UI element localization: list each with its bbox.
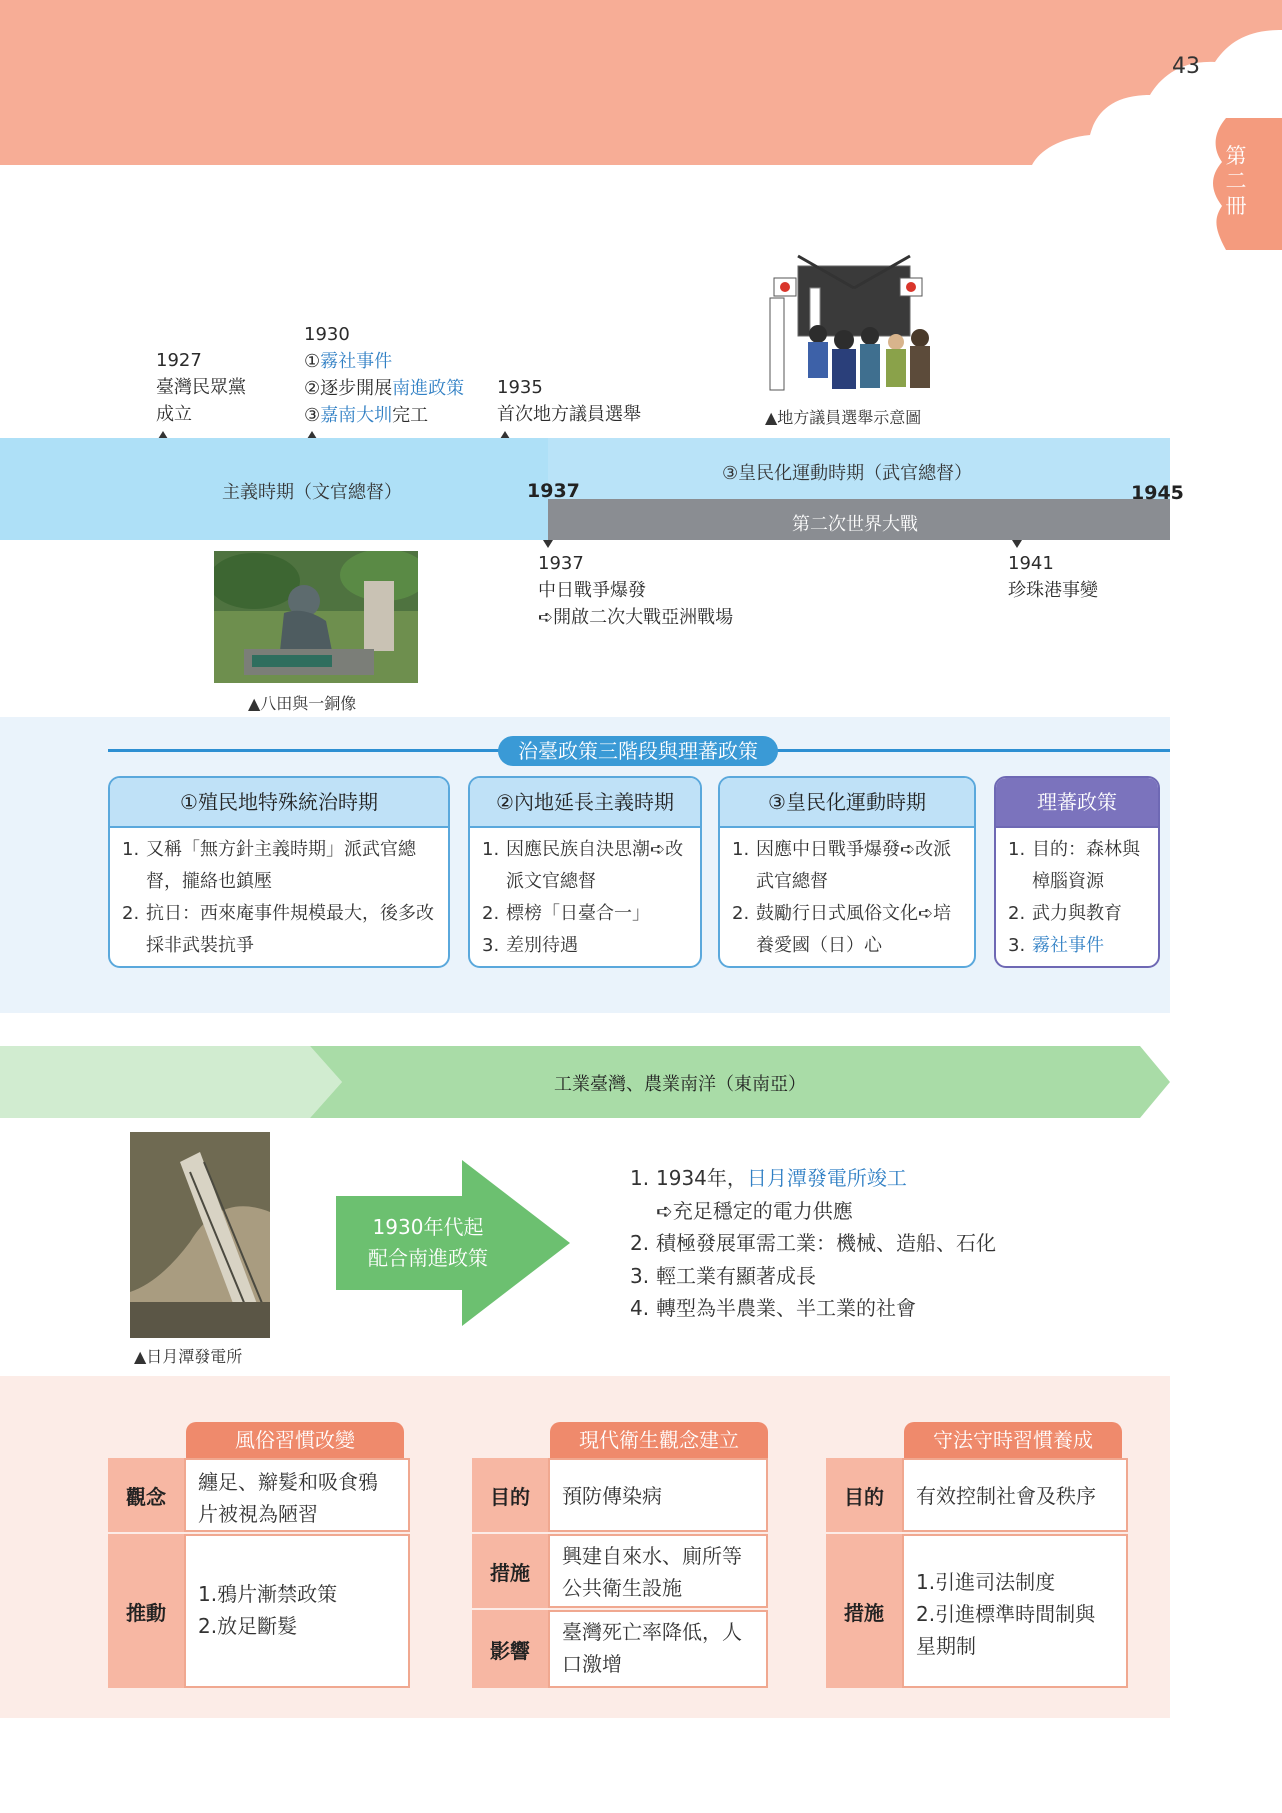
list-item: 3. 差別待遇 — [482, 935, 578, 956]
year-1937-marker: 1937 — [527, 480, 580, 502]
policy-box-heading: ①殖民地特殊統治時期 — [110, 778, 448, 828]
event-line: 首次地方議員選舉 — [497, 404, 641, 425]
list-item: 2. 武力與教育 — [1008, 903, 1122, 924]
list-item: 1. 因應民族自決思潮➪改派文官總督 — [482, 839, 684, 892]
event-line: ① — [304, 351, 321, 372]
effect-text: 臺灣死亡率降低，人口激增 — [548, 1610, 768, 1688]
event-year: 1937 — [538, 553, 584, 574]
civil-governor-period-label: 主義時期（文官總督） — [222, 482, 402, 503]
hygiene-title: 現代衛生觀念建立 — [550, 1422, 768, 1458]
customs-title: 風俗習慣改變 — [186, 1422, 404, 1458]
list-item: ➪充足穩定的電力供應 — [656, 1198, 853, 1223]
goal-label: 目的 — [826, 1458, 902, 1532]
page-number: 43 — [1172, 54, 1200, 79]
event-year: 1930 — [304, 324, 350, 345]
event-line: 成立 — [156, 404, 192, 425]
election-illustration — [758, 248, 970, 398]
event-line: ➪開啟二次大戰亞洲戰場 — [538, 607, 734, 628]
statue-caption: ▲八田與一銅像 — [248, 694, 357, 713]
policy-box-heading: 理蕃政策 — [996, 778, 1158, 828]
list-item: 1. 1934年， 日月潭發電所竣工 — [630, 1162, 996, 1195]
event-year: 1927 — [156, 350, 202, 371]
policy-box-heading: ③皇民化運動時期 — [720, 778, 974, 828]
sun-moon-lake-plant-photo — [130, 1132, 270, 1338]
policy-box-special-rule — [108, 776, 450, 968]
hatta-statue-photo — [214, 551, 418, 683]
policy-box-aborigine — [994, 776, 1160, 968]
list-item: 3. 輕工業有顯著成長 — [630, 1263, 816, 1288]
list-item: 3. 霧社事件 — [1008, 930, 1148, 962]
measure-label: 措施 — [826, 1534, 902, 1688]
timeline-event-1927 — [156, 347, 246, 428]
industry-band-label: 工業臺灣、農業南洋（東南亞） — [554, 1074, 806, 1095]
list-item: 1. 因應中日戰爭爆發➪改派武官總督 — [732, 839, 952, 892]
sun-moon-lake-link[interactable]: 日月潭發電所竣工 — [746, 1166, 907, 1190]
list-item: 2. 積極發展軍需工業：機械、造船、石化 — [630, 1231, 996, 1255]
arrow-text: 1930年代起 配合南進政策 — [368, 1215, 488, 1270]
concept-text: 纏足、辮髮和吸食鴉片被視為陋習 — [184, 1458, 410, 1532]
goal-label: 目的 — [472, 1458, 548, 1532]
list-item: 4. 轉型為半農業、半工業的社會 — [630, 1296, 916, 1320]
list-item: 2. 鼓勵行日式風俗文化➪培養愛國（日）心 — [732, 903, 952, 956]
law-title: 守法守時習慣養成 — [904, 1422, 1122, 1458]
event-line: ②逐步開展 — [304, 378, 393, 399]
measure-label: 措施 — [472, 1534, 548, 1608]
list-item: 1. 又稱「無方針主義時期」派武官總督，攏絡也鎮壓 — [122, 839, 416, 892]
promotion-list — [184, 1534, 410, 1688]
policy-box-extension — [468, 776, 702, 968]
list-item: 2.放足斷髮 — [198, 1614, 298, 1638]
goal-text: 預防傳染病 — [548, 1458, 768, 1532]
goal-text: 有效控制社會及秩序 — [902, 1458, 1128, 1532]
policy-box-heading: ②內地延長主義時期 — [470, 778, 700, 828]
event-line: 中日戰爭爆發 — [538, 580, 646, 601]
timeline-event-1941 — [1008, 550, 1098, 604]
header-decoration — [0, 0, 1282, 165]
list-item: 1. 目的：森林與樟腦資源 — [1008, 839, 1140, 892]
concept-label: 觀念 — [108, 1458, 184, 1532]
measure-list — [902, 1534, 1128, 1688]
timeline-marker — [1012, 540, 1022, 548]
timeline-event-1937 — [538, 550, 733, 631]
effect-label: 影響 — [472, 1610, 548, 1688]
policy-section-title: 治臺政策三階段與理蕃政策 — [498, 736, 778, 766]
list-item: 2.引進標準時間制與星期制 — [916, 1602, 1096, 1658]
chianan-canal-link[interactable]: 嘉南大圳 — [320, 405, 393, 426]
measure-text: 興建自來水、廁所等公共衛生設施 — [548, 1534, 768, 1608]
event-line: ③ — [304, 405, 321, 426]
promotion-label: 推動 — [108, 1534, 184, 1688]
ww2-label: 第二次世界大戰 — [792, 514, 918, 535]
timeline-event-1930 — [304, 321, 464, 429]
list-item: 1.引進司法制度 — [916, 1570, 1056, 1594]
musha-incident-link[interactable]: 霧社事件 — [320, 351, 393, 372]
event-line: 珍珠港事變 — [1008, 580, 1098, 601]
election-caption: ▲地方議員選舉示意圖 — [765, 408, 922, 427]
kominka-period-label: ③皇民化運動時期（武官總督） — [722, 463, 973, 484]
event-line: 臺灣民眾黨 — [156, 377, 246, 398]
event-year: 1941 — [1008, 553, 1054, 574]
volume-tab-label: 第二冊 — [1225, 144, 1247, 218]
year-1945-marker: 1945 — [1131, 482, 1184, 504]
timeline-marker — [543, 540, 553, 548]
list-item: 2. 抗日：西來庵事件規模最大，後多改採非武裝抗爭 — [122, 903, 434, 956]
list-item: 1.鴉片漸禁政策 — [198, 1582, 338, 1606]
event-line: 完工 — [392, 405, 429, 426]
southward-policy-link[interactable]: 南進政策 — [392, 378, 465, 399]
musha-incident-link[interactable]: 霧社事件 — [1032, 935, 1104, 956]
timeline-event-1935 — [497, 374, 641, 428]
policy-box-kominka — [718, 776, 976, 968]
event-year: 1935 — [497, 377, 543, 398]
list-item: 2. 標榜「日臺合一」 — [482, 903, 650, 924]
industry-list — [630, 1162, 996, 1325]
plant-caption: ▲日月潭發電所 — [134, 1347, 243, 1366]
